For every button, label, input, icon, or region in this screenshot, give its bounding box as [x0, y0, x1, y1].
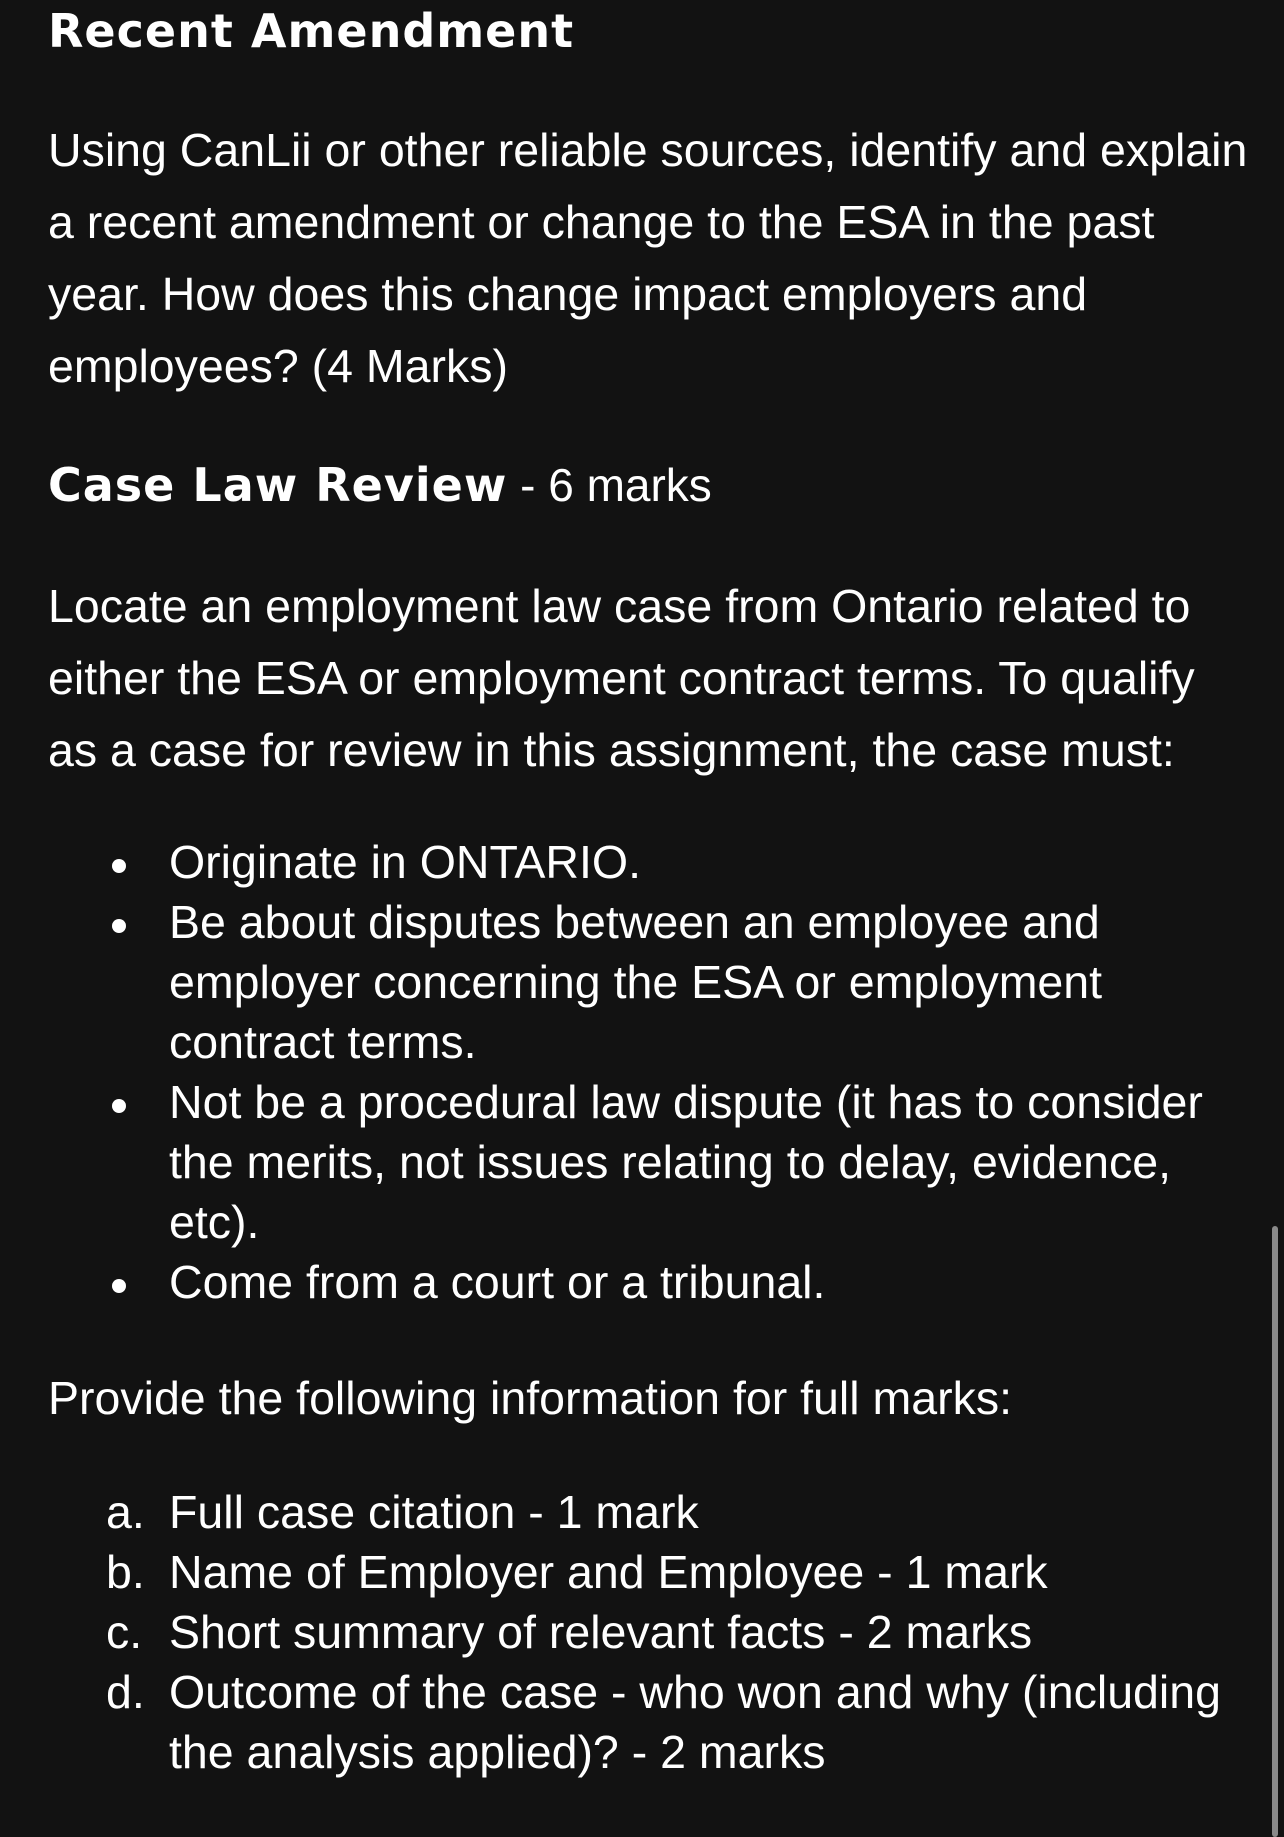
criterion-text: Be about disputes between an employee and employer concerning the ESA or employment contract terms.: [169, 896, 1103, 1068]
list-item: [48, 1482, 1248, 1542]
list-letter: b.: [106, 1546, 145, 1598]
case-law-review-heading: [48, 456, 712, 514]
requirement-text: Name of Employer and Employee - 1 mark: [169, 1546, 1048, 1598]
list-item: [48, 1542, 1248, 1602]
case-law-review-intro: Locate an employment law case from Ontario related to either the ESA or employment contract terms. To qualify as a case for review in this assignment, the case must:: [48, 580, 1195, 776]
requirement-text: Full case citation - 1 mark: [169, 1486, 699, 1538]
provide-information-heading: Provide the following information for full marks:: [48, 1372, 1012, 1424]
vertical-scrollbar[interactable]: [1272, 1226, 1278, 1837]
criterion-text: Originate in ONTARIO.: [169, 836, 642, 888]
list-letter: a.: [106, 1486, 145, 1538]
case-law-review-marks: - 6 marks: [507, 459, 712, 511]
recent-amendment-body: Using CanLii or other reliable sources, identify and explain a recent amendment or change to the ESA in the past year. How does this change impact employers and employees? (4 Marks): [48, 124, 1248, 392]
bullet-icon: [112, 859, 126, 873]
criterion-text: Come from a court or a tribunal.: [169, 1256, 826, 1308]
criterion-text: Not be a procedural law dispute (it has to consider the merits, not issues relating to delay, evidence, etc).: [169, 1076, 1203, 1248]
recent-amendment-heading: Recent Amendment: [48, 4, 575, 58]
list-item: [48, 1252, 1238, 1312]
list-item: [48, 832, 1238, 892]
list-item: [48, 1072, 1238, 1252]
bullet-icon: [112, 1099, 126, 1113]
list-letter: d.: [106, 1666, 145, 1718]
requirement-text: Outcome of the case - who won and why (including the analysis applied)? - 2 marks: [169, 1666, 1221, 1778]
list-letter: c.: [106, 1606, 143, 1658]
requirements-list: [48, 1482, 1248, 1782]
list-item: [48, 892, 1238, 1072]
case-law-review-title: Case Law Review: [48, 458, 508, 512]
case-criteria-list: [48, 832, 1238, 1312]
list-item: [48, 1602, 1248, 1662]
bullet-icon: [112, 919, 126, 933]
requirement-text: Short summary of relevant facts - 2 marks: [169, 1606, 1033, 1658]
bullet-icon: [112, 1279, 126, 1293]
list-item: [48, 1662, 1248, 1782]
